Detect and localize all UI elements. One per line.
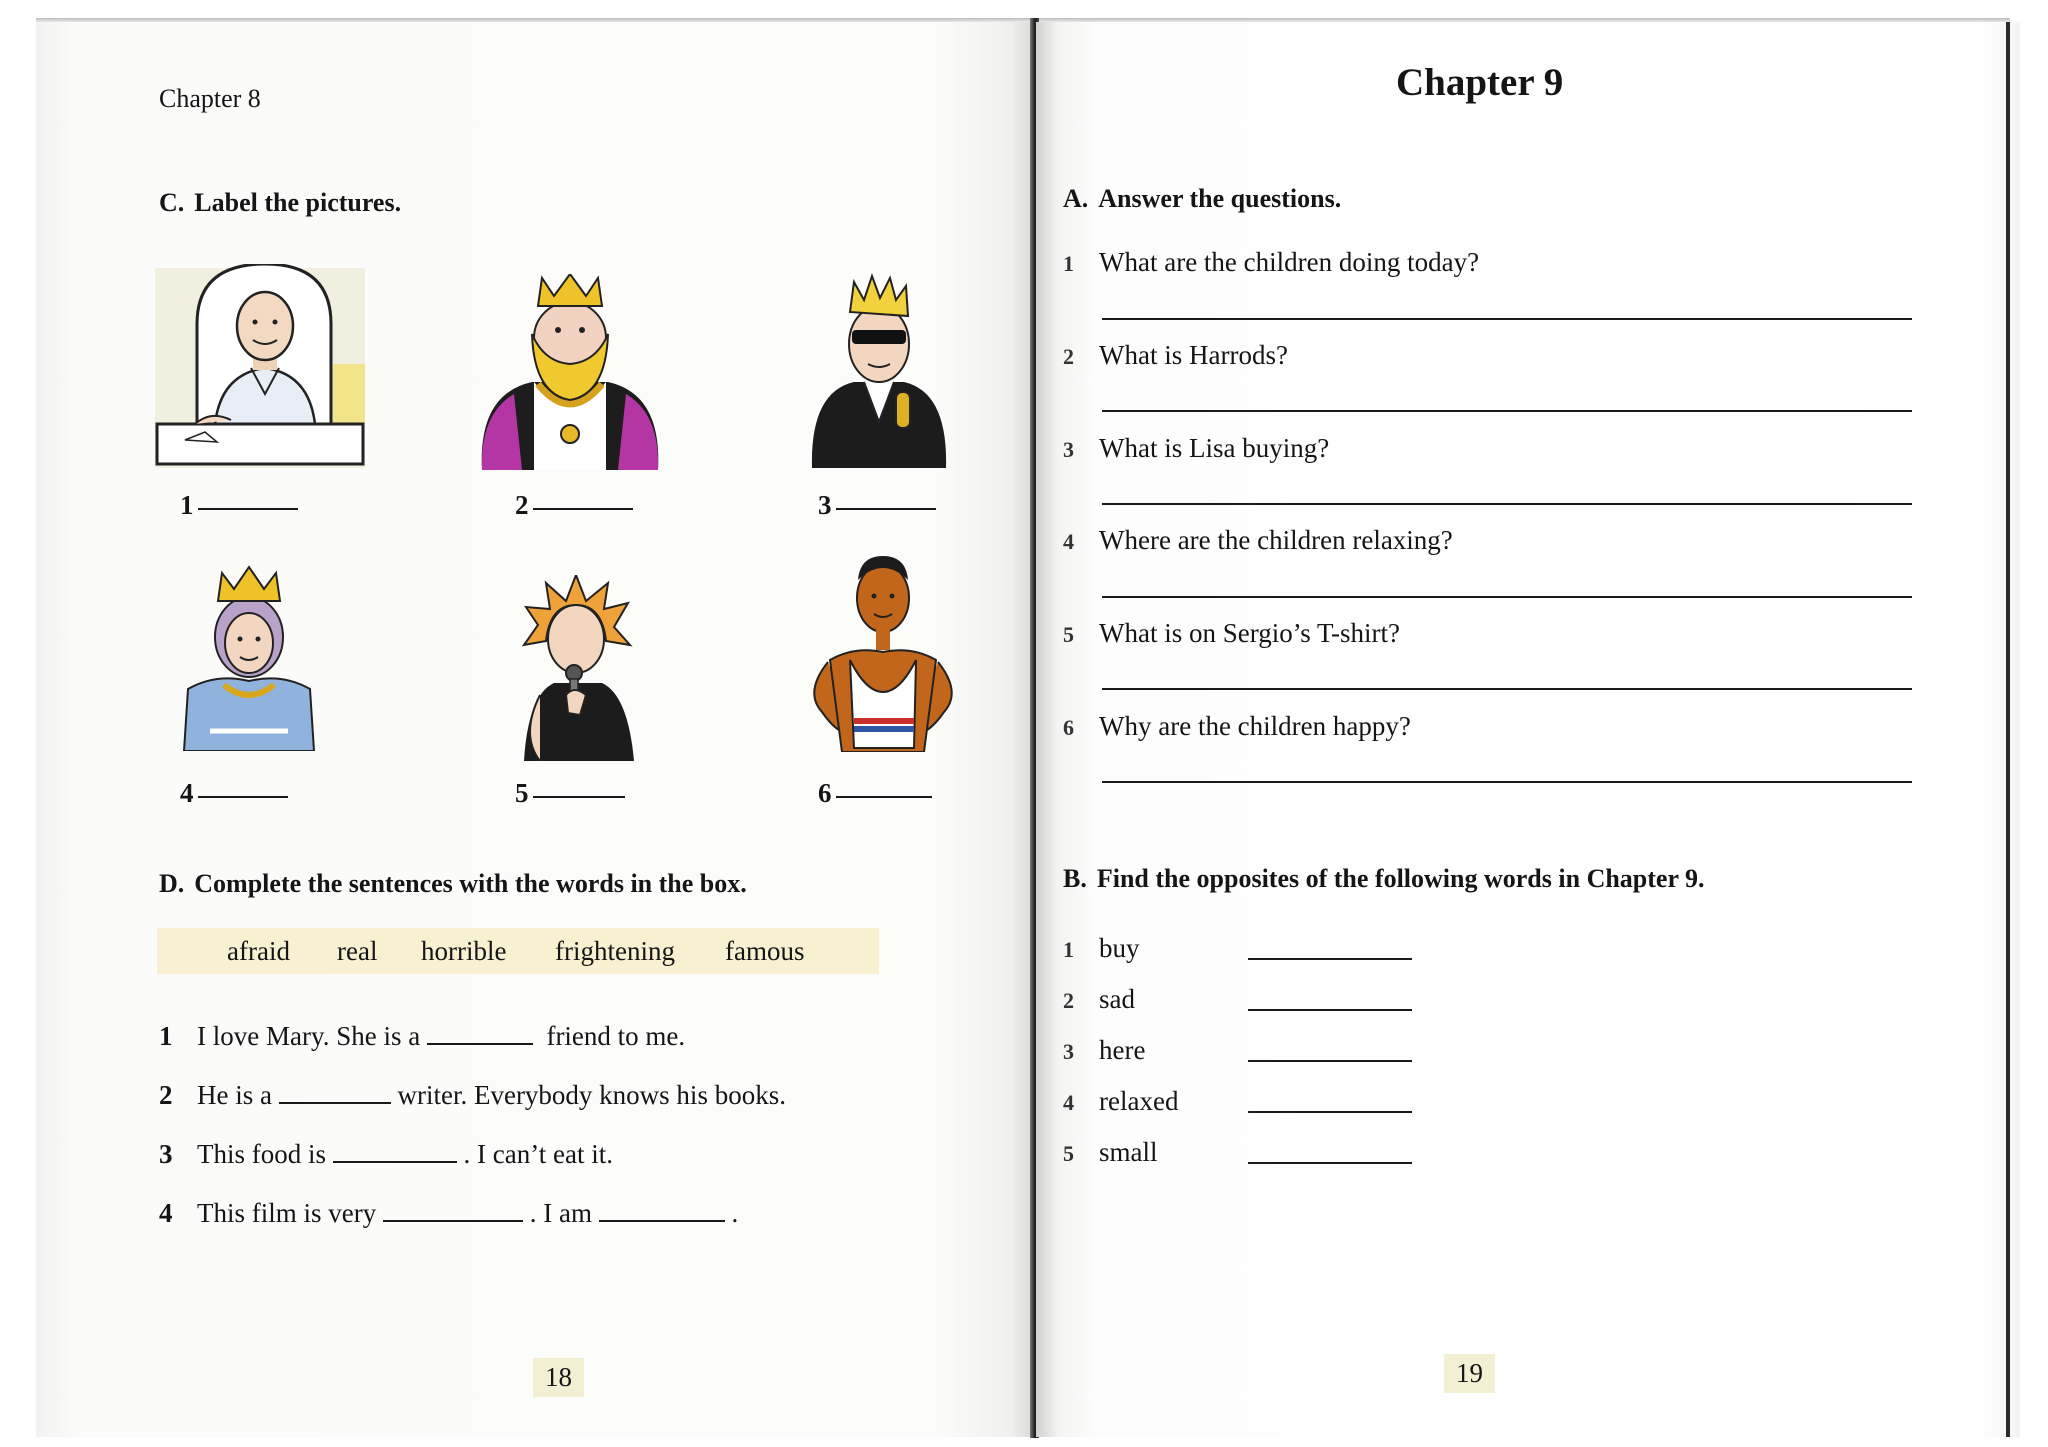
sentence-text-after: friend to me.	[546, 1021, 686, 1051]
answer-line-2[interactable]	[1102, 410, 1912, 412]
question-text: What is Lisa buying?	[1099, 433, 1330, 463]
question-3	[1063, 433, 1329, 464]
question-number: 1	[1063, 251, 1074, 276]
sentence-text-before: This film is very	[197, 1198, 377, 1228]
question-text: Why are the children happy?	[1099, 711, 1411, 741]
question-text: What is on Sergio’s T-shirt?	[1099, 618, 1400, 648]
question-1	[1063, 247, 1479, 278]
question-number: 4	[1063, 529, 1074, 554]
opposite-answer-line-3[interactable]	[1248, 1060, 1412, 1062]
picture-3-film-star	[806, 272, 952, 468]
picture-5-answer-blank[interactable]	[533, 796, 625, 798]
sentence-4-blank-1[interactable]	[383, 1200, 523, 1222]
word-box-item: real	[337, 935, 378, 966]
exercise-b-title	[1063, 864, 1705, 894]
question-2	[1063, 340, 1288, 371]
sentence-text-before: He is a	[197, 1080, 272, 1110]
exercise-d-title	[159, 869, 747, 899]
sentence-4-blank-2[interactable]	[599, 1200, 725, 1222]
picture-1-number: 1	[180, 490, 194, 520]
sentence-number: 1	[159, 1021, 173, 1051]
picture-4-answer-blank[interactable]	[198, 796, 288, 798]
picture-4-number: 4	[180, 778, 194, 808]
page-number-left: 18	[533, 1358, 584, 1397]
word-box	[157, 928, 879, 974]
picture-3-label	[818, 490, 936, 521]
question-number: 5	[1063, 622, 1074, 647]
sentence-1-blank[interactable]	[427, 1023, 533, 1045]
sentence-text-middle: . I am	[529, 1198, 592, 1228]
picture-6-label	[818, 778, 932, 809]
picture-6-number: 6	[818, 778, 832, 808]
opposite-number: 5	[1063, 1141, 1074, 1166]
opposite-word-3	[1063, 1035, 1145, 1066]
exercise-d-letter: D.	[159, 869, 185, 898]
opposite-number: 4	[1063, 1090, 1074, 1115]
answer-line-4[interactable]	[1102, 596, 1912, 598]
sentence-text-after: writer. Everybody knows his books.	[397, 1080, 786, 1110]
right-page-edge	[2006, 22, 2010, 1437]
running-head: Chapter 8	[159, 84, 261, 113]
picture-1-answer-blank[interactable]	[198, 508, 298, 510]
picture-2-king	[478, 274, 662, 470]
word-box-item: horrible	[421, 935, 507, 966]
sentence-2-blank[interactable]	[279, 1082, 391, 1104]
exercise-a-title	[1063, 184, 1341, 214]
picture-2-answer-blank[interactable]	[533, 508, 633, 510]
exercise-c-letter: C.	[159, 188, 185, 217]
question-text: Where are the children relaxing?	[1099, 525, 1453, 555]
picture-2-label	[515, 490, 633, 521]
picture-1-label	[180, 490, 298, 521]
picture-2-number: 2	[515, 490, 529, 520]
question-text: What is Harrods?	[1099, 340, 1288, 370]
opposite-word-5	[1063, 1137, 1158, 1168]
picture-6-answer-blank[interactable]	[836, 796, 932, 798]
opposite-word-1	[1063, 933, 1140, 964]
picture-3-number: 3	[818, 490, 832, 520]
sentence-4	[159, 1198, 738, 1229]
exercise-b-letter: B.	[1063, 864, 1087, 893]
page-number-right: 19	[1444, 1354, 1495, 1393]
picture-5-singer	[510, 575, 642, 761]
exercise-c-text: Label the pictures.	[194, 188, 402, 217]
exercise-a-text: Answer the questions.	[1098, 184, 1342, 213]
picture-6-athlete	[804, 552, 962, 752]
exercise-d-text: Complete the sentences with the words in the box.	[194, 869, 747, 898]
sentence-text-before: I love Mary. She is a	[197, 1021, 421, 1051]
picture-3-answer-blank[interactable]	[836, 508, 936, 510]
opposite-word: sad	[1099, 984, 1135, 1014]
answer-line-5[interactable]	[1102, 688, 1912, 690]
opposite-number: 1	[1063, 937, 1074, 962]
opposite-answer-line-1[interactable]	[1248, 958, 1412, 960]
word-box-item: famous	[725, 935, 805, 966]
picture-1-receptionist	[155, 264, 367, 476]
answer-line-1[interactable]	[1102, 318, 1912, 320]
sentence-number: 4	[159, 1198, 173, 1228]
sentence-3-blank[interactable]	[333, 1141, 457, 1163]
opposite-answer-line-2[interactable]	[1248, 1009, 1412, 1011]
opposite-word: relaxed	[1099, 1086, 1179, 1116]
question-text: What are the children doing today?	[1099, 247, 1480, 277]
question-number: 3	[1063, 437, 1074, 462]
sentence-1	[159, 1021, 685, 1052]
chapter-title: Chapter 9	[1396, 61, 1564, 104]
opposite-number: 3	[1063, 1039, 1074, 1064]
exercise-b-text: Find the opposites of the following words in Chapter 9.	[1096, 864, 1705, 893]
sentence-number: 2	[159, 1080, 173, 1110]
sentence-text-after: . I can’t eat it.	[463, 1139, 613, 1169]
exercise-c-title	[159, 188, 401, 218]
picture-5-number: 5	[515, 778, 529, 808]
sentence-2	[159, 1080, 786, 1111]
opposite-word-4	[1063, 1086, 1178, 1117]
opposite-answer-line-4[interactable]	[1248, 1111, 1412, 1113]
sentence-text-after: .	[731, 1198, 739, 1228]
question-number: 6	[1063, 715, 1074, 740]
answer-line-6[interactable]	[1102, 781, 1912, 783]
opposite-word: here	[1099, 1035, 1146, 1065]
picture-4-queen	[180, 555, 318, 751]
opposite-number: 2	[1063, 988, 1074, 1013]
question-4	[1063, 525, 1453, 556]
opposite-word: small	[1099, 1137, 1158, 1167]
picture-4-label	[180, 778, 288, 809]
picture-5-label	[515, 778, 625, 809]
opposite-word: buy	[1099, 933, 1140, 963]
sentence-text-before: This food is	[197, 1139, 327, 1169]
question-6	[1063, 711, 1411, 742]
question-number: 2	[1063, 344, 1074, 369]
sentence-number: 3	[159, 1139, 173, 1169]
opposite-answer-line-5[interactable]	[1248, 1162, 1412, 1164]
opposite-word-2	[1063, 984, 1135, 1015]
word-box-item: afraid	[227, 935, 290, 966]
answer-line-3[interactable]	[1102, 503, 1912, 505]
word-box-item: frightening	[555, 935, 675, 966]
sentence-3	[159, 1139, 613, 1170]
exercise-a-letter: A.	[1063, 184, 1089, 213]
question-5	[1063, 618, 1400, 649]
